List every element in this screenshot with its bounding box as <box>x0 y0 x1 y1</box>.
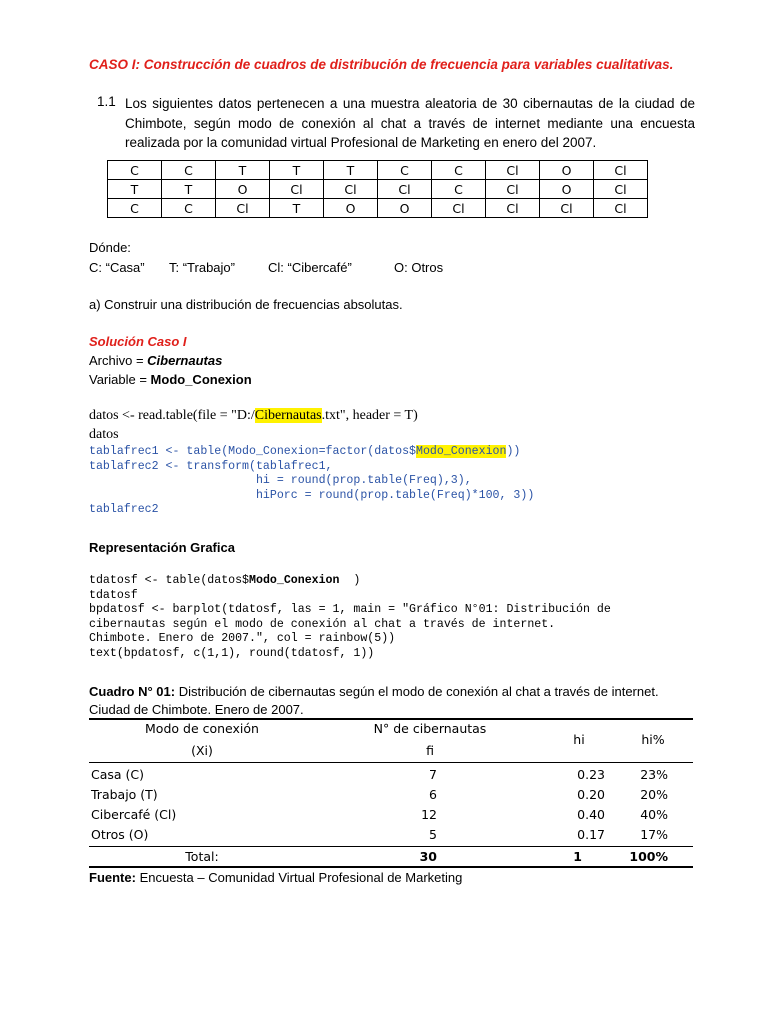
grid-cell: Cl <box>486 180 540 199</box>
row-label: Trabajo (T) <box>91 787 158 802</box>
row-fi: 5 <box>429 827 437 842</box>
grid-cell: Cl <box>594 199 648 218</box>
code1-line3 <box>89 445 520 460</box>
variable-value: Modo_Conexion <box>150 372 252 387</box>
grid-cell: C <box>378 161 432 180</box>
row-fi: 12 <box>421 807 437 822</box>
grid-cell: O <box>540 161 594 180</box>
grid-cell: Cl <box>432 199 486 218</box>
code-text: tablafrec1 <- table(Modo_Conexion=factor(datos$ <box>89 445 416 458</box>
solution-heading: Solución Caso I <box>89 334 187 349</box>
cuadro-caption <box>89 684 659 699</box>
cuadro-caption-line2: Ciudad de Chimbote. Enero de 2007. <box>89 702 304 717</box>
cuadro-label: Cuadro N° 01: <box>89 684 176 699</box>
grid-cell: O <box>216 180 270 199</box>
total-hip: 100% <box>629 849 668 864</box>
grid-cell: Cl <box>594 180 648 199</box>
code-text: )) <box>506 445 521 458</box>
table-header-rule <box>89 762 693 763</box>
grid-row <box>108 180 648 199</box>
code1-line5: hi = round(prop.table(Freq),3), <box>89 474 472 487</box>
grid-cell: T <box>108 180 162 199</box>
row-label: Cibercafé (Cl) <box>91 807 177 822</box>
grid-cell: Cl <box>540 199 594 218</box>
task-text: a) Construir una distribución de frecuencias absolutas. <box>89 297 403 312</box>
intro-paragraph: Los siguientes datos pertenecen a una muestra aleatoria de 30 cibernautas de la ciudad de Chimbote, según modo de conexión al chat a través de internet mediante una encuesta realizada por la comunidad virtual Profesional de Marketing en enero del 2007. <box>125 96 695 150</box>
archivo-value: Cibernautas <box>147 353 223 368</box>
grid-cell: Cl <box>324 180 378 199</box>
grid-cell: T <box>270 199 324 218</box>
legend-trabajo: T: “Trabajo” <box>169 260 235 275</box>
legend-heading: Dónde: <box>89 240 131 255</box>
code1-line1 <box>89 408 418 424</box>
total-label: Total: <box>185 849 219 864</box>
header-n: N° de cibernautas <box>373 721 487 736</box>
header-hi: hi <box>573 732 585 747</box>
row-hip: 23% <box>640 767 668 782</box>
row-hi: 0.40 <box>577 807 605 822</box>
row-hip: 17% <box>640 827 668 842</box>
code-text: datos <- read.table(file = "D:/ <box>89 408 255 423</box>
code2-line3: bpdatosf <- barplot(tdatosf, las = 1, main = "Gráfico N°01: Distribución de <box>89 603 611 616</box>
grid-row <box>108 199 648 218</box>
table-top-rule <box>89 718 693 720</box>
header-n-sub: fi <box>426 743 434 758</box>
grid-cell: C <box>162 199 216 218</box>
code1-line7: tablafrec2 <box>89 503 159 516</box>
table-bottom-rule <box>89 866 693 868</box>
code2-line2: tdatosf <box>89 588 138 602</box>
grid-cell: Cl <box>216 199 270 218</box>
row-label: Otros (O) <box>91 827 149 842</box>
grid-cell: C <box>108 199 162 218</box>
graphic-heading: Representación Grafica <box>89 540 235 555</box>
table-total-rule <box>89 846 693 847</box>
archivo-line <box>89 353 222 368</box>
grid-cell: Cl <box>378 180 432 199</box>
grid-cell: O <box>540 180 594 199</box>
code-highlight: Cibernautas <box>254 408 322 423</box>
code-text: tdatosf <- table(datos$ <box>89 574 250 587</box>
code2-line4: cibernautas según el modo de conexión al chat a través de internet. <box>89 617 556 631</box>
total-fi: 30 <box>419 849 437 864</box>
grid-cell: C <box>432 161 486 180</box>
code-text: ) <box>339 574 361 587</box>
legend-cibercafe: Cl: “Cibercafé” <box>268 260 352 275</box>
code1-line4: tablafrec2 <- transform(tablafrec1, <box>89 459 333 473</box>
header-modo-sub: (Xi) <box>191 743 213 758</box>
grid-cell: T <box>216 161 270 180</box>
grid-cell: Cl <box>594 161 648 180</box>
grid-cell: C <box>162 161 216 180</box>
code1-line2: datos <box>89 427 119 442</box>
row-hi: 0.20 <box>577 787 605 802</box>
grid-cell: T <box>270 161 324 180</box>
grid-cell: T <box>162 180 216 199</box>
row-hi: 0.17 <box>577 827 605 842</box>
grid-cell: O <box>324 199 378 218</box>
variable-label: Variable = <box>89 372 151 387</box>
row-fi: 7 <box>429 767 437 782</box>
grid-cell: Cl <box>486 199 540 218</box>
item-number: 1.1 <box>97 94 116 109</box>
variable-line <box>89 372 252 387</box>
source-label: Fuente: <box>89 870 136 885</box>
grid-cell: T <box>324 161 378 180</box>
code2-line5: Chimbote. Enero de 2007.", col = rainbow(5)) <box>89 632 396 645</box>
code-highlight: Modo_Conexion <box>416 445 507 458</box>
section-title: CASO I: Construcción de cuadros de distribución de frecuencia para variables cualitativas. <box>89 57 674 72</box>
code1-line6: hiPorc = round(prop.table(Freq)*100, 3)) <box>89 488 535 502</box>
code-text: .txt", header = T) <box>321 408 418 423</box>
row-hip: 40% <box>640 807 668 822</box>
code2-line6: text(bpdatosf, c(1,1), round(tdatosf, 1)) <box>89 646 375 660</box>
grid-cell: O <box>378 199 432 218</box>
legend-otros: O: Otros <box>394 260 444 275</box>
grid-cell: Cl <box>270 180 324 199</box>
legend-casa: C: “Casa” <box>89 260 145 275</box>
code-bold: Modo_Conexion <box>249 574 340 587</box>
row-hi: 0.23 <box>577 767 605 782</box>
grid-cell: C <box>108 161 162 180</box>
row-label: Casa (C) <box>91 767 145 782</box>
cuadro-caption-text: Distribución de cibernautas según el modo de conexión al chat a través de internet. <box>175 684 659 699</box>
grid-cell: Cl <box>486 161 540 180</box>
archivo-label: Archivo = <box>89 353 148 368</box>
grid-row <box>108 161 648 180</box>
source-text: Encuesta – Comunidad Virtual Profesional de Marketing <box>135 870 463 885</box>
row-hip: 20% <box>640 787 668 802</box>
header-modo: Modo de conexión <box>145 721 259 736</box>
raw-data-table <box>107 160 648 218</box>
total-hi: 1 <box>573 849 582 864</box>
code2-line1 <box>89 574 360 589</box>
header-hip: hi% <box>641 732 665 747</box>
row-fi: 6 <box>429 787 437 802</box>
grid-cell: C <box>432 180 486 199</box>
source-line <box>89 870 462 885</box>
